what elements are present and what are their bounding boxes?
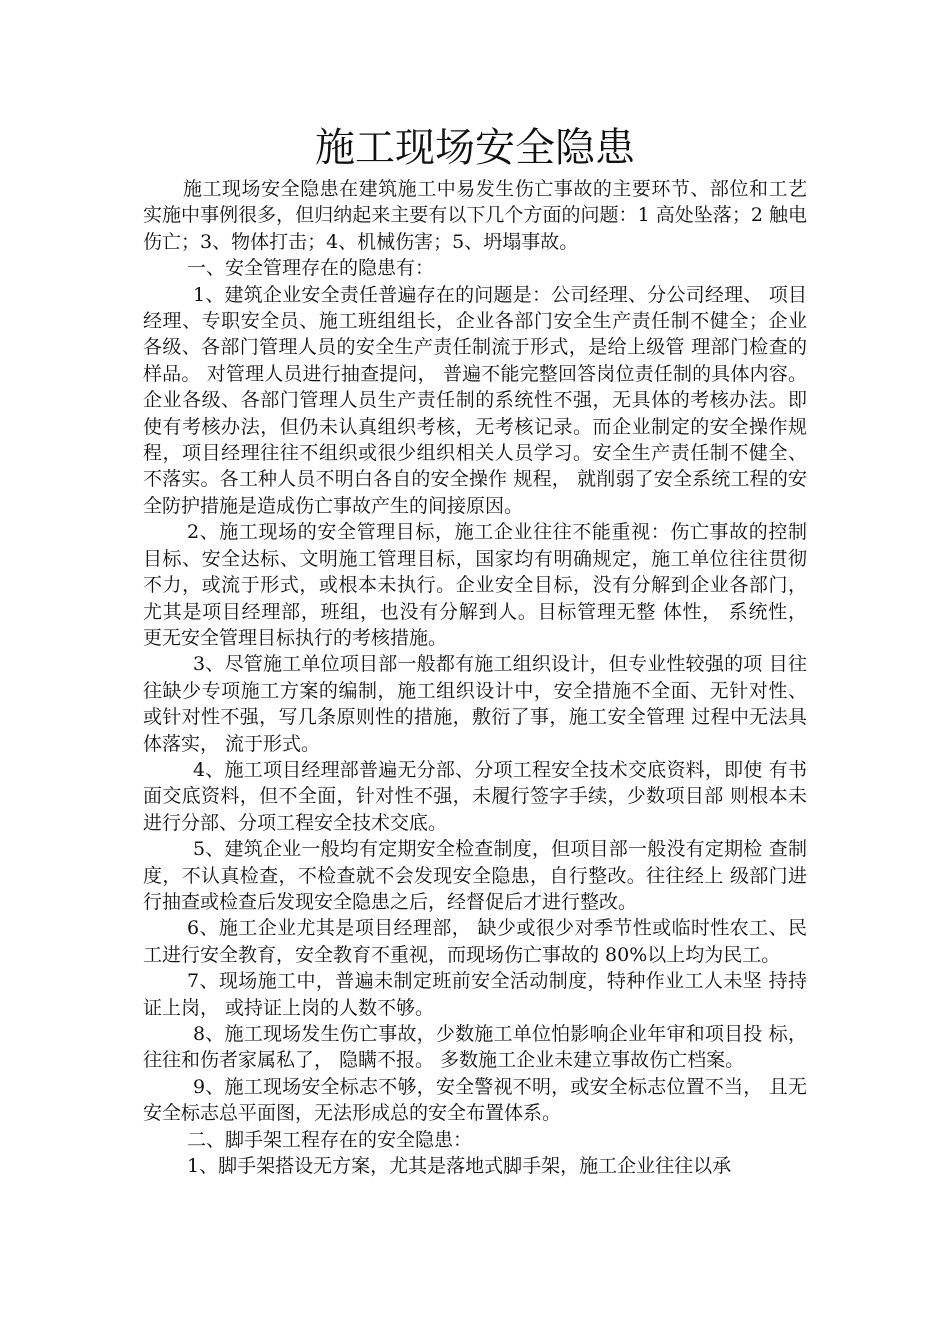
document-page — [143, 120, 807, 1179]
paragraph-item-8: 8、施工现场发生伤亡事故，少数施工单位怕影响企业年审和项目投 标， 往往和伤者家属私了， 隐瞒不报。 多数施工企业未建立事故伤亡档案。 — [143, 1023, 807, 1072]
section-heading-scaffolding: 二、脚手架工程存在的安全隐患： — [187, 1128, 473, 1151]
paragraph-scaffold-item-1: 1、脚手架搭设无方案，尤其是落地式脚手架，施工企业往往以承 — [187, 1155, 732, 1178]
paragraph-intro: 施工现场安全隐患在建筑施工中易发生伤亡事故的主要环节、部位和工艺实施中事例很多，但归纳起来主要有以下几个方面的问题：1 高处坠落；2 触电伤亡；3、物体打击；4、机械伤害；5、坍塌事故。 — [143, 178, 807, 253]
document-title: 施工现场安全隐患 — [315, 125, 635, 171]
document-body — [143, 176, 807, 1179]
paragraph-item-6: 6、施工企业尤其是项目经理部， 缺少或很少对季节性或临时性农工、民工进行安全教育，安全教育不重视，而现场伤亡事故的 80%以上均为民工。 — [143, 917, 807, 966]
paragraph-item-4: 4、施工项目经理部普遍无分部、分项工程安全技术交底资料，即使 有书面交底资料，但不全面，针对性不强，未履行签字手续，少数项目部 则根本未进行分部、分项工程安全技术交底。 — [143, 758, 807, 834]
paragraph-item-9: 9、施工现场安全标志不够，安全警视不明，或安全标志位置不当， 且无安全标志总平面图，无法形成总的安全布置体系。 — [143, 1075, 807, 1125]
paragraph-item-3: 3、尽管施工单位项目部一般都有施工组织设计，但专业性较强的项 目往往缺少专项施工方案的编制，施工组织设计中，安全措施不全面、无针对性、或针对性不强，写几条原则性的措施，敷衍了事，施工安全管理 过程中无法具体落实， 流于形式。 — [143, 653, 807, 755]
section-heading-management: 一、安全管理存在的隐患有： — [187, 257, 435, 280]
paragraph-item-1: 1、建筑企业安全责任普遍存在的问题是：公司经理、分公司经理、 项目经理、专职安全员、施工班组组长，企业各部门安全生产责任制不健全；企业各级、各部门管理人员的安全生产责任制流于形式，是给上级管 理部门检查的样品。 对管理人员进行抽查提问， 普遍不能完整回答岗位责任制的具体内容。企业各级、各部门管理人员生产责任制的系统性不强，无具体的考核办法。即使有考核办法，但仍未认真组织考核，无考核记录。而企业制定的安全操作规程，项目经理往往不组织或很少组织相关人员学习。安全生产责任制不健全、不落实。各工种人员不明白各自的安全操作 规程， 就削弱了安全系统工程的安全防护措施是造成伤亡事故产生的间接原因。 — [143, 283, 807, 517]
paragraph-item-2: 2、施工现场的安全管理目标，施工企业往往不能重视：伤亡事故的控制目标、安全达标、文明施工管理目标，国家均有明确规定，施工单位往往贯彻不力，或流于形式，或根本未执行。企业安全目标，没有分解到企业各部门，尤其是项目经理部，班组，也没有分解到人。目标管理无整 体性， 系统性， 更无安全管理目标执行的考核措施。 — [143, 521, 807, 649]
paragraph-item-5: 5、建筑企业一般均有定期安全检查制度，但项目部一般没有定期检 查制度，不认真检查，不检查就不会发现安全隐患，自行整改。往往经上 级部门进行抽查或检查后发现安全隐患之后，经督促后才进行整改。 — [143, 838, 807, 913]
paragraph-item-7: 7、现场施工中，普遍未制定班前安全活动制度，特种作业工人未坚 持持证上岗， 或持证上岗的人数不够。 — [143, 970, 807, 1019]
